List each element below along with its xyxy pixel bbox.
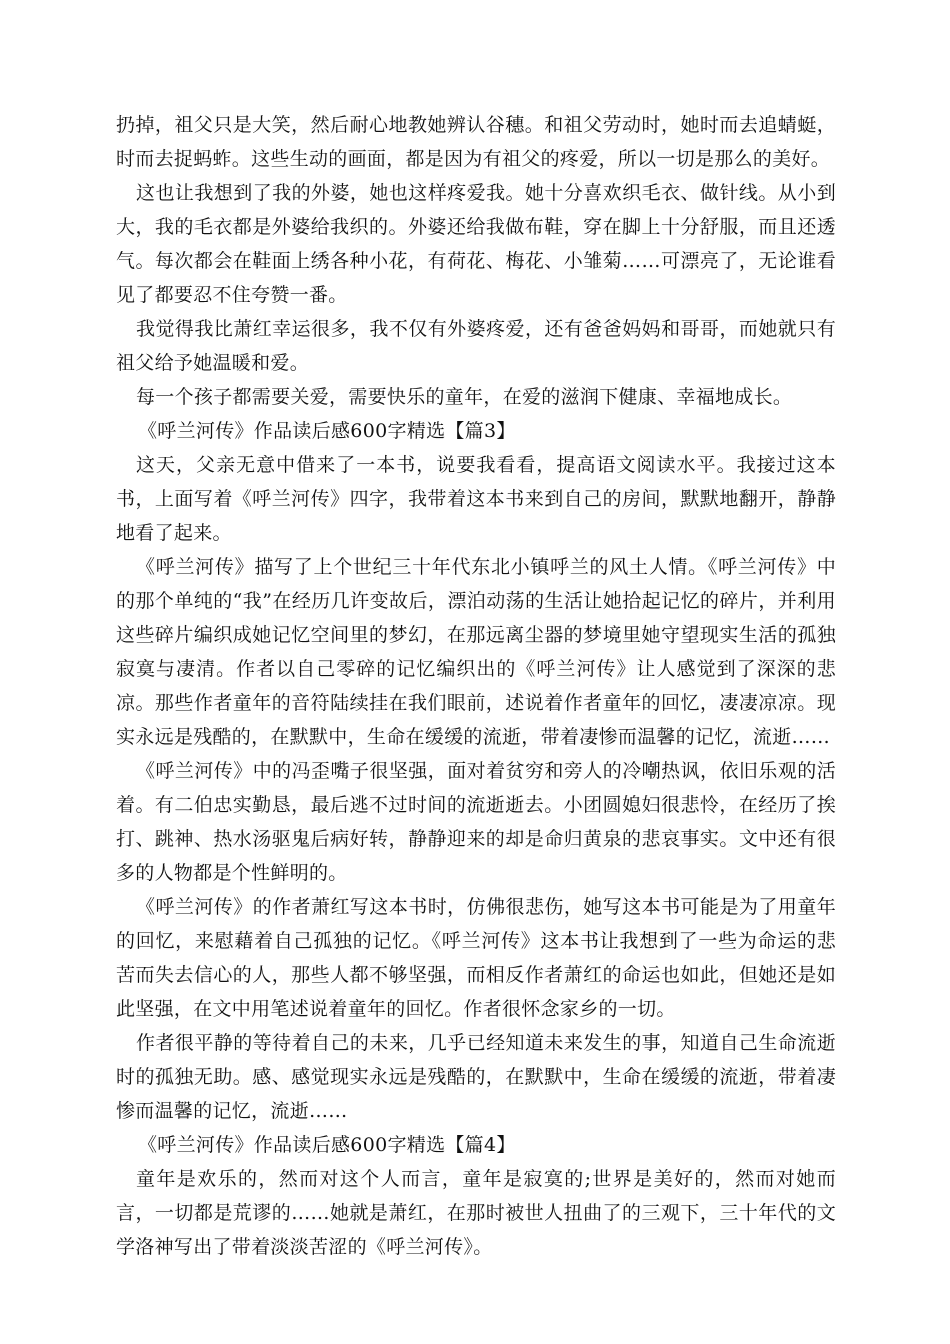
paragraph-3: 我觉得我比萧红幸运很多，我不仅有外婆疼爱，还有爸爸妈妈和哥哥，而她就只有祖父给予她温暖和爱。 — [116, 318, 836, 374]
paragraph-4: 每一个孩子都需要关爱，需要快乐的童年，在爱的滋润下健康、幸福地成长。 — [136, 386, 793, 408]
section-heading-4: 《呼兰河传》作品读后感600字精选【篇4】 — [138, 1134, 516, 1156]
paragraph-9: 作者很平静的等待着自己的未来，几乎已经知道未来发生的事，知道自己生命流逝时的孤独无助。感、感觉现实永远是残酷的，在默默中，生命在缓缓的流逝，带着凄惨而温馨的记忆，流逝…… — [116, 1032, 836, 1122]
paragraph-5: 这天，父亲无意中借来了一本书，说要我看看，提高语文阅读水平。我接过这本书，上面写着《呼兰河传》四字，我带着这本书来到自己的房间，默默地翻开，静静地看了起来。 — [116, 454, 836, 544]
paragraph-2: 这也让我想到了我的外婆，她也这样疼爱我。她十分喜欢织毛衣、做针线。从小到大，我的毛衣都是外婆给我织的。外婆还给我做布鞋，穿在脚上十分舒服，而且还透气。每次都会在鞋面上绣各种小花，有荷花、梅花、小雏菊……可漂亮了，无论谁看见了都要忍不住夸赞一番。 — [116, 182, 836, 306]
paragraph-8: 《呼兰河传》的作者萧红写这本书时，仿佛很悲伤，她写这本书可能是为了用童年的回忆，来慰藉着自己孤独的记忆。《呼兰河传》这本书让我想到了一些为命运的悲苦而失去信心的人，那些人都不够坚强，而相反作者萧红的命运也如此，但她还是如此坚强，在文中用笔述说着童年的回忆。作者很怀念家乡的一切。 — [116, 896, 836, 1020]
paragraph-7: 《呼兰河传》中的冯歪嘴子很坚强，面对着贫穷和旁人的冷嘲热讽，依旧乐观的活着。有二伯忠实勤恳，最后逃不过时间的流逝逝去。小团圆媳妇很悲怜，在经历了挨打、跳神、热水汤驱鬼后病好转，静静迎来的却是命归黄泉的悲哀事实。文中还有很多的人物都是个性鲜明的。 — [116, 760, 836, 884]
paragraph-10: 童年是欢乐的，然而对这个人而言，童年是寂寞的;世界是美好的，然而对她而言，一切都是荒谬的……她就是萧红，在那时被世人扭曲了的三观下，三十年代的文学洛神写出了带着淡淡苦涩的《呼兰河传》。 — [116, 1168, 836, 1258]
document-page — [116, 108, 836, 1264]
paragraph-1: 扔掉，祖父只是大笑，然后耐心地教她辨认谷穗。和祖父劳动时，她时而去追蜻蜓，时而去捉蚂蚱。这些生动的画面，都是因为有祖父的疼爱，所以一切是那么的美好。 — [116, 114, 836, 170]
section-heading-3: 《呼兰河传》作品读后感600字精选【篇3】 — [138, 420, 516, 442]
paragraph-6: 《呼兰河传》描写了上个世纪三十年代东北小镇呼兰的风土人情。《呼兰河传》中的那个单纯的“我”在经历几许变故后，漂泊动荡的生活让她拾起记忆的碎片，并利用这些碎片编织成她记忆空间里的梦幻，在那远离尘器的梦境里她守望现实生活的孤独寂寞与凄清。作者以自己零碎的记忆编织出的《呼兰河传》让人感觉到了深深的悲凉。那些作者童年的音符陆续挂在我们眼前，述说着作者童年的回忆，凄凄凉凉。现实永远是残酷的，在默默中，生命在缓缓的流逝，带着凄惨而温馨的记忆，流逝…… — [116, 556, 836, 748]
